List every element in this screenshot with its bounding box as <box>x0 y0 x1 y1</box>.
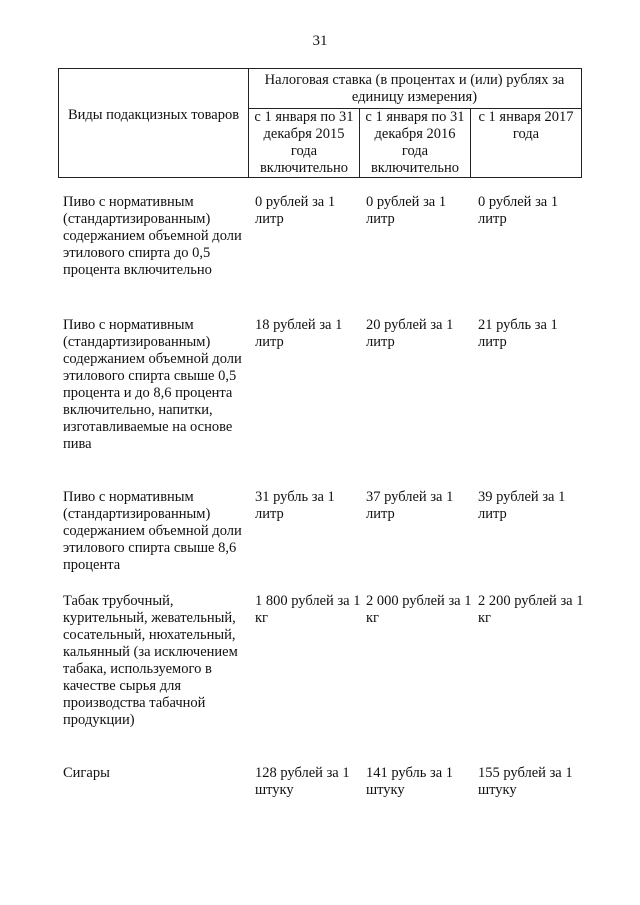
rate-2017: 155 рублей за 1 штуку <box>478 765 573 798</box>
table-row <box>0 593 640 765</box>
rate-2015: 31 рубль за 1 литр <box>255 489 335 522</box>
period-2015-header: с 1 января по 31 декабря 2015 года включительно <box>254 109 354 176</box>
table-row <box>0 194 640 317</box>
rate-2015: 128 рублей за 1 штуку <box>255 765 350 798</box>
table-header <box>58 68 582 178</box>
rate-2015: 0 рублей за 1 литр <box>255 194 336 227</box>
table-row <box>0 489 640 593</box>
table-row <box>0 317 640 489</box>
table-body <box>0 194 640 805</box>
rate-2016: 37 рублей за 1 литр <box>366 489 454 522</box>
rate-2017: 2 200 рублей за 1 кг <box>478 593 584 626</box>
page-number: 31 <box>312 33 328 49</box>
table-row <box>0 765 640 805</box>
rate-2016: 0 рублей за 1 литр <box>366 194 447 227</box>
goods-name: Пиво с нормативным (стандартизированным) содержанием объемной доли этилового спирта свыше 0,5 процента и до 8,6 процента включительно, напитки, изготавливаемые на основе пива <box>63 317 242 452</box>
goods-name: Табак трубочный, курительный, жевательный, сосательный, нюхательный, кальянный (за исключением табака, используемого в качестве сырья для производства табачной продукции) <box>63 593 238 728</box>
rate-column-header: Налоговая ставка (в процентах и (или) рублях за единицу измерения) <box>264 72 565 105</box>
rate-2017: 39 рублей за 1 литр <box>478 489 566 522</box>
rate-2017: 21 рубль за 1 литр <box>478 317 558 350</box>
goods-name: Пиво с нормативным (стандартизированным) содержанием объемной доли этилового спирта свыше 8,6 процента <box>63 489 242 573</box>
rate-2016: 20 рублей за 1 литр <box>366 317 454 350</box>
rate-2015: 1 800 рублей за 1 кг <box>255 593 361 626</box>
period-2017-header: с 1 января 2017 года <box>478 109 574 142</box>
goods-name: Пиво с нормативным (стандартизированным) содержанием объемной доли этилового спирта до 0,5 процента включительно <box>63 194 242 278</box>
rate-2017: 0 рублей за 1 литр <box>478 194 559 227</box>
rate-2016: 141 рубль за 1 штуку <box>366 765 454 798</box>
rate-2015: 18 рублей за 1 литр <box>255 317 343 350</box>
rate-2016: 2 000 рублей за 1 кг <box>366 593 472 626</box>
goods-column-header: Виды подакцизных товаров <box>67 107 240 123</box>
goods-name: Сигары <box>63 765 110 781</box>
period-2016-header: с 1 января по 31 декабря 2016 года включительно <box>365 109 465 176</box>
